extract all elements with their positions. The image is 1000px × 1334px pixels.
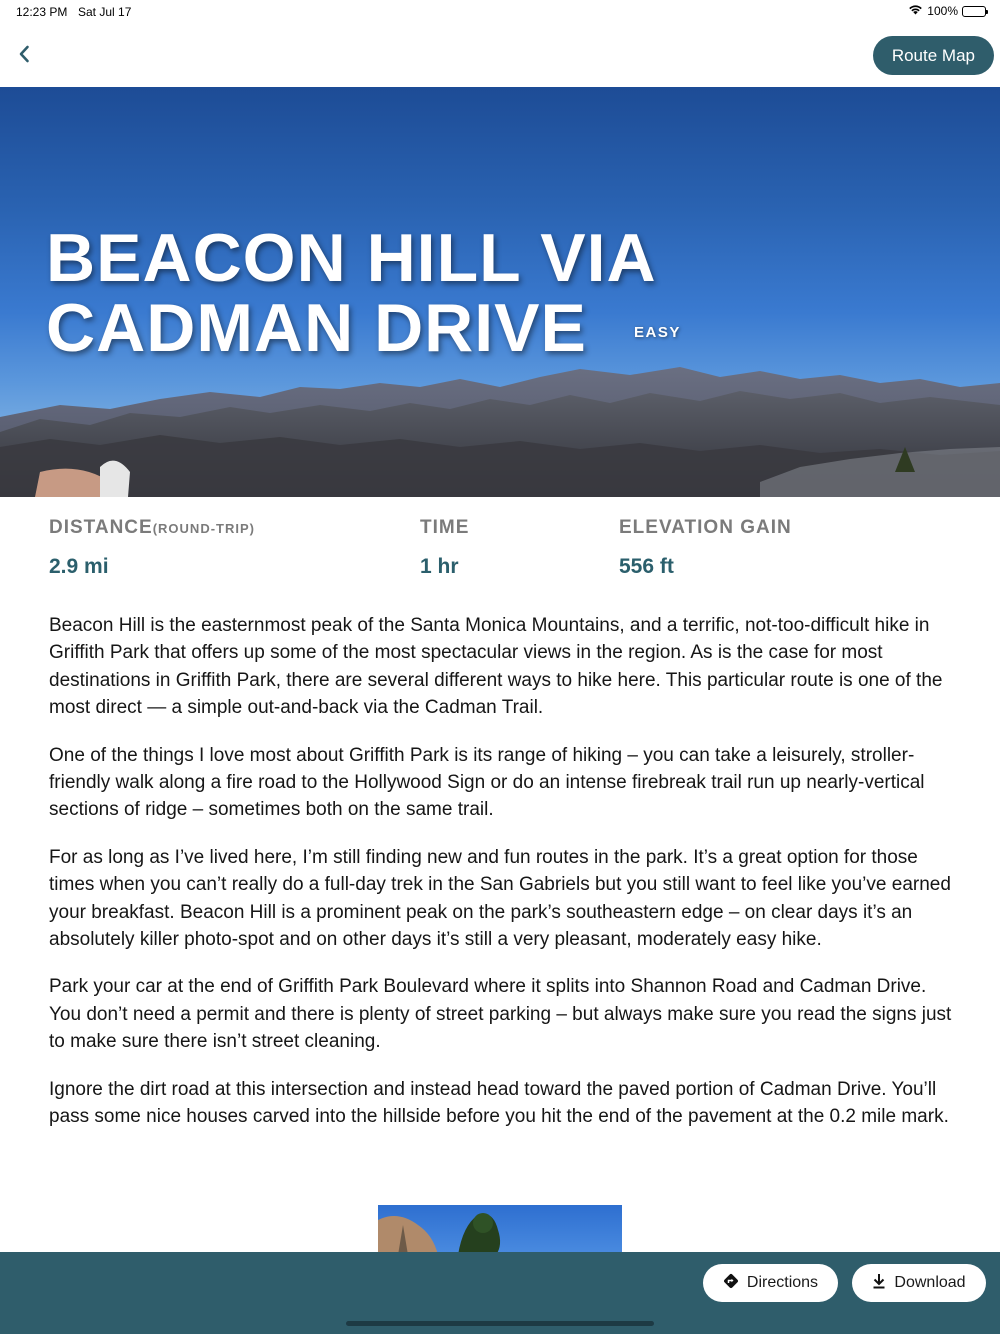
- stat-elevation: [619, 517, 792, 579]
- article-paragraph: Beacon Hill is the easternmost peak of the Santa Monica Mountains, and a terrific, not-too-difficult hike in Griffith Park that offers up some of the most spectacular views in the region. As is the case for most destinations in Griffith Park, there are several different ways to hike here. This particular route is one of the most direct — a simple out-and-back via the Cadman Trail.: [49, 615, 943, 719]
- stat-time-label: TIME: [420, 517, 470, 538]
- download-button[interactable]: [852, 1264, 986, 1302]
- stat-distance-value: 2.9 mi: [49, 555, 109, 578]
- article-body: [49, 612, 959, 1151]
- article-photo: [378, 1205, 622, 1255]
- directions-icon: [723, 1273, 739, 1294]
- download-label: Download: [894, 1274, 966, 1291]
- article-paragraph: For as long as I’ve lived here, I’m still finding new and fun routes in the park. It’s a great option for those times when you can’t really do a full-day trek in the San Gabriels but you still want to feel like you’ve earned your breakfast. Beacon Hill is a prominent peak on the park’s southeastern edge – on clear days it’s an absolutely killer photo-spot and on other days it’s still a very pleasant, moderately easy hike.: [49, 846, 951, 951]
- trail-stats: [0, 497, 1000, 597]
- stat-elevation-value: 556 ft: [619, 555, 674, 578]
- route-map-button[interactable]: Route Map: [873, 36, 994, 75]
- status-indicators: [908, 4, 986, 18]
- battery-percent: 100%: [927, 4, 958, 18]
- article-paragraph: One of the things I love most about Griffith Park is its range of hiking – you can take a leisurely, stroller-friendly walk along a fire road to the Hollywood Sign or do an intense firebreak trail run up nearly-vertical sections of ridge – sometimes both on the same trail.: [49, 744, 925, 821]
- hero-title-line-1: BEACON HILL VIA: [46, 220, 657, 296]
- article-paragraph: Ignore the dirt road at this intersection and instead head toward the paved portion of Cadman Drive. You’ll pass some nice houses carved into the hillside before you hit the end of the pavement at the 0.2 mile mark.: [49, 1078, 949, 1128]
- back-button[interactable]: [10, 40, 38, 72]
- difficulty-badge: EASY: [634, 324, 681, 341]
- stat-distance-label: DISTANCE(ROUND-TRIP): [49, 517, 255, 538]
- stat-time: [420, 517, 469, 579]
- stat-distance: [49, 517, 255, 579]
- stat-time-value: 1 hr: [420, 555, 459, 578]
- stat-distance-sublabel: (ROUND-TRIP): [152, 521, 255, 536]
- article-paragraph: Park your car at the end of Griffith Park Boulevard where it splits into Shannon Road and Cadman Drive. You don’t need a permit and there is plenty of street parking – but always make sure you read the signs just to make sure there isn’t street cleaning.: [49, 976, 952, 1053]
- chevron-left-icon: [18, 45, 30, 68]
- directions-button[interactable]: [703, 1264, 838, 1302]
- wifi-icon: [908, 4, 923, 18]
- status-time: 12:23 PM: [16, 5, 68, 19]
- hero-title: [46, 220, 746, 366]
- status-date: Sat Jul 17: [78, 5, 132, 19]
- directions-label: Directions: [746, 1274, 819, 1291]
- hero-title-line-2: CADMAN DRIVE: [46, 290, 587, 366]
- stat-elevation-label: ELEVATION GAIN: [619, 517, 792, 538]
- download-icon: [872, 1273, 886, 1294]
- home-indicator: [346, 1321, 654, 1326]
- status-bar: [0, 0, 1000, 24]
- hero-image: [0, 87, 1000, 497]
- navigation-bar: [0, 24, 1000, 87]
- battery-icon: [962, 6, 986, 17]
